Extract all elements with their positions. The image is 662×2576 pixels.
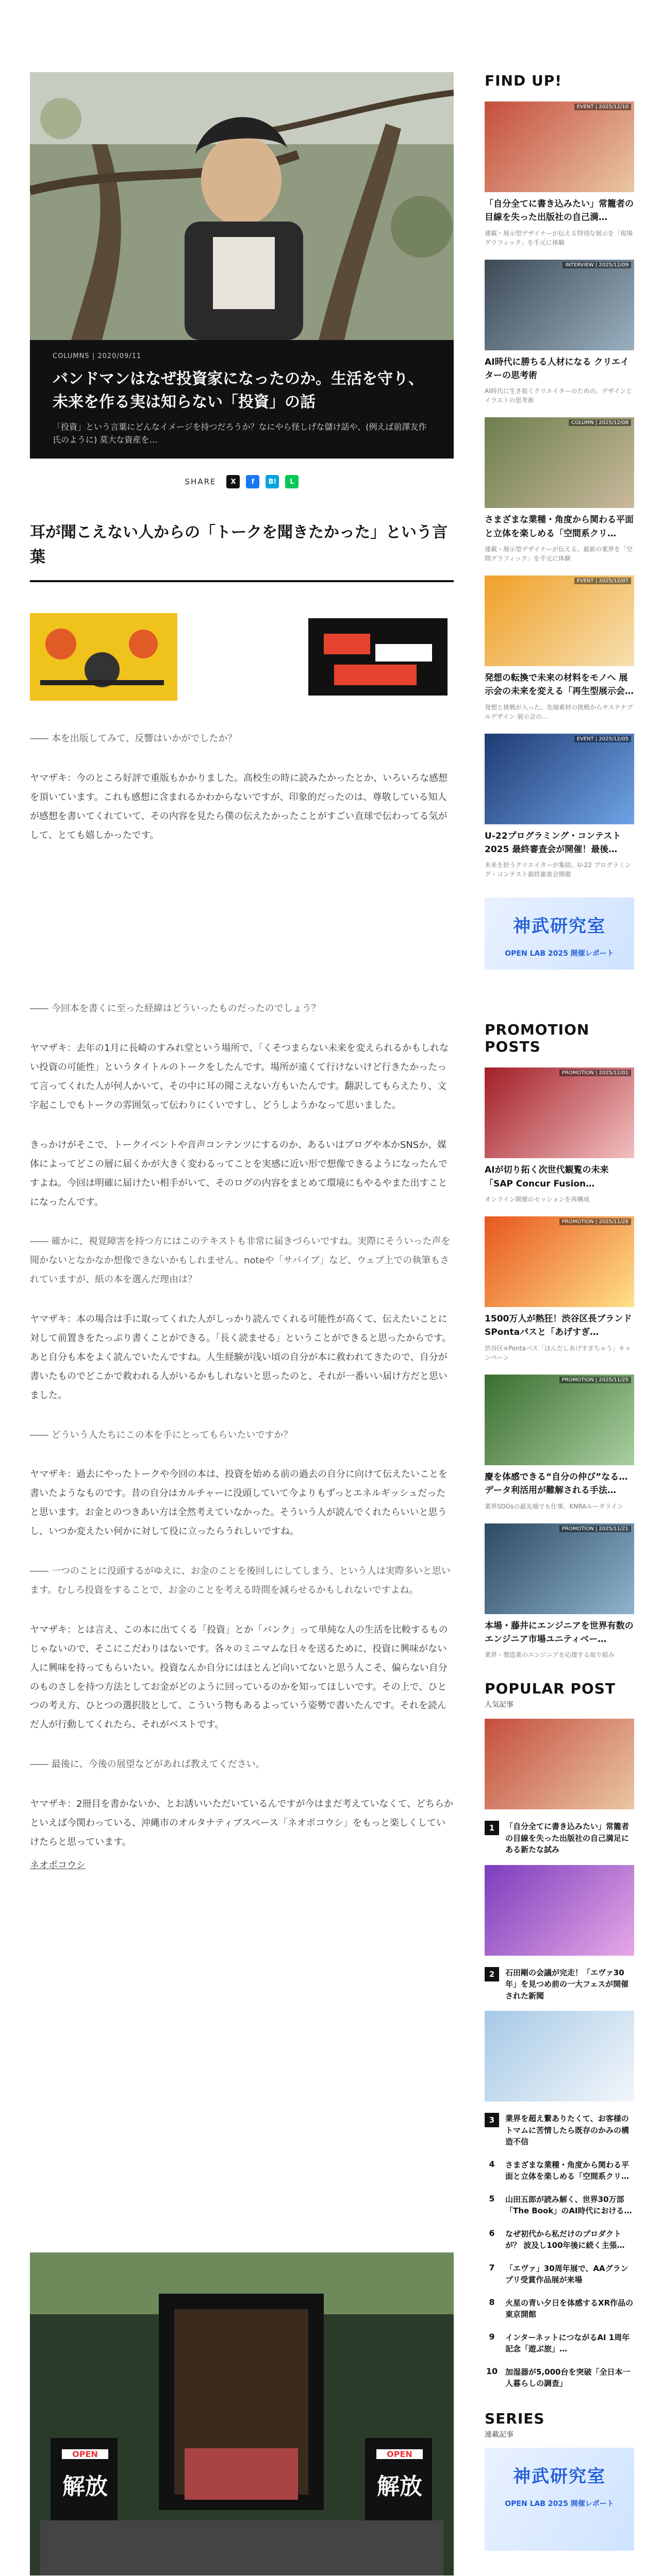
rank-number: 2 xyxy=(485,1967,499,1981)
hero-card[interactable] xyxy=(30,72,454,459)
openlab-banner[interactable] xyxy=(485,897,634,970)
rank-title[interactable]: さまざまな業種・角度から関わる平面と立体を楽しめる「空間系クリ… xyxy=(505,2160,630,2181)
promotion-heading: PROMOTION POSTS xyxy=(485,1021,590,1056)
findup-card-desc: 連載・展示型デザイナーが伝える特別な展示を「現場グラフィック」を手元に体験 xyxy=(485,229,633,246)
sign-right-text: 解放 xyxy=(377,2473,422,2500)
promo-card-image xyxy=(485,1375,634,1465)
findup-card-image xyxy=(485,260,634,350)
line-share-icon[interactable]: L xyxy=(285,475,299,488)
popular-heading: POPULAR POST xyxy=(485,1680,616,1698)
shop-photo xyxy=(30,2252,454,2575)
rank-number: 1 xyxy=(485,1821,499,1835)
popular-item[interactable] xyxy=(485,2113,634,2148)
open-sign-left: OPEN xyxy=(62,2449,108,2459)
popular-item[interactable] xyxy=(485,2159,634,2182)
rank-title[interactable]: 「エヴァ」30周年展で、AAグランプリ受賞作品展が来場 xyxy=(505,2263,628,2285)
promo-card[interactable] xyxy=(485,1067,634,1204)
popular-rank3-image[interactable] xyxy=(485,2011,634,2102)
promo-card[interactable] xyxy=(485,1216,634,1362)
promo-card[interactable] xyxy=(485,1523,634,1660)
share-bar xyxy=(30,473,454,490)
series-banner-title: 神武研究室 xyxy=(513,2466,606,2487)
promo-card-desc: オンライン開催のセッションを再構成 xyxy=(485,1196,590,1204)
interview-answer: ヤマザキ：本の場合は手に取ってくれた人がしっかり読んでくれる可能性が高くて、伝えたいことに対して前置きをたっぷり書くことができる。「長く読ませる」ということができると思ったからです。あと自分も本をよく読んでいたんですね。人生経験が浅い頃の自分が本に救われてきたので、自分が書いたものでどこかで救われる人がいるかもしれないと思ったのと、それが一番いい届け方だと思いました。 xyxy=(30,1314,452,1401)
rank-number: 8 xyxy=(489,2297,495,2307)
popular-rank2-image[interactable] xyxy=(485,1865,634,1956)
rank-title[interactable]: 「自分全てに書き込みたい」常籠者の目線を失った出版社の自己満足にある新たな試み xyxy=(505,1822,630,1855)
findup-card-desc: 未来を担うクリエイターが集結。U-22 プログラミング・コンテスト最終審査会開催 xyxy=(485,861,631,878)
shop-photo-illustration xyxy=(30,2252,454,2575)
findup-card-desc: 連載・展示型デザイナーが伝える、最新の業界を「空間グラフィック」を手元に体験 xyxy=(485,546,633,563)
findup-card-image xyxy=(485,417,634,508)
promo-card-desc: 渋谷区×Pontaパス「ほんだしあげすぎちゃう」キャンペーン xyxy=(485,1344,631,1361)
findup-card[interactable] xyxy=(485,417,634,563)
promo-card-image xyxy=(485,1523,634,1614)
interview-question: ―― 確かに、視覚障害を持つ方にはこのテキストも非常に届きづらいですね。実際にそういった声を聞かないとなかなか想像できないかもしれません。noteや「サバイブ」など、ウェブ上での執筆もされていますが、紙の本を選んだ理由は？ xyxy=(30,1236,451,1285)
hero-title[interactable]: バンドマンはなぜ投資家になったのか。生活を守り、未来を作る実は知らない「投資」の話 xyxy=(53,370,424,411)
rank-number: 3 xyxy=(485,2113,499,2127)
promo-card-tag: PROMOTION | 2025/11/21 xyxy=(559,1526,631,1532)
facebook-share-icon[interactable]: f xyxy=(246,475,259,488)
promo-card-tag: PROMOTION | 2025/11/28 xyxy=(559,1218,631,1225)
sidebar xyxy=(485,72,634,2551)
popular-rank1-image[interactable] xyxy=(485,1719,634,1809)
openlab-banner-sub: OPEN LAB 2025 開催レポート xyxy=(505,950,614,958)
share-label: SHARE xyxy=(185,477,217,486)
promo-card-image xyxy=(485,1216,634,1307)
series-heading: SERIES xyxy=(485,2410,545,2427)
interview-question: ―― 本を出版してみて、反響はいかがでしたか？ xyxy=(30,733,237,744)
book-cover-right xyxy=(277,613,454,701)
book-banner[interactable] xyxy=(30,613,454,701)
interview-answer: きっかけがそこで、トークイベントや音声コンテンツにするのか、あるいはブログや本かSNSか、媒体によってどこの層に届くかが大きく変わるってことを実感に近い形で想像できるようになったんですよね。今回は明確に届けたい相手がいて、そのログの内容をまとめて環境にもやるやまた出すことになったんです。 xyxy=(30,1139,448,1208)
popular-item[interactable] xyxy=(485,2228,634,2251)
neopokoushi-link[interactable]: ネオポコウシ xyxy=(30,1859,86,1871)
promo-card[interactable] xyxy=(485,1375,634,1511)
findup-card-image xyxy=(485,101,634,192)
rank-number: 10 xyxy=(486,2366,498,2376)
findup-card[interactable] xyxy=(485,575,634,721)
popular-item[interactable] xyxy=(485,2194,634,2217)
promo-card-title[interactable]: 慶を体感できる“自分の仲び”なる…データ利活用が難解される手法… xyxy=(485,1471,628,1496)
findup-heading: FIND UP! xyxy=(485,72,562,89)
rank-number: 4 xyxy=(489,2159,495,2169)
rank-title[interactable]: インターネットにつながるAI 1周年記念「遊ぶ旅」… xyxy=(505,2332,630,2354)
findup-card-image xyxy=(485,734,634,824)
rank-number: 6 xyxy=(489,2228,495,2238)
promo-card-image xyxy=(485,1067,634,1158)
hatena-share-icon[interactable]: B! xyxy=(266,475,279,488)
rank-title[interactable]: 加湿器が5,000台を突破「全日本一人暮らしの調査」 xyxy=(505,2367,631,2388)
rank-title[interactable]: 山田五郎が読み解く、世界30万部「The Book」のAI時代における… xyxy=(505,2194,632,2216)
series-banner[interactable] xyxy=(485,2448,634,2551)
series-subheading: 連載記事 xyxy=(485,2430,514,2439)
findup-card-title[interactable]: U-22プログラミング・コンテスト 2025 最終審査会が開催！最後… xyxy=(485,831,621,855)
openlab-banner-title: 神武研究室 xyxy=(513,916,606,937)
findup-card[interactable] xyxy=(485,734,634,879)
findup-card[interactable] xyxy=(485,101,634,247)
hero-photo xyxy=(30,72,454,340)
promo-card-desc: 業界・製造業のエンジニアを応援する取り組み xyxy=(485,1651,615,1659)
findup-card-tag: EVENT | 2025/12/07 xyxy=(574,578,631,584)
popular-item[interactable] xyxy=(485,2297,634,2320)
main-column xyxy=(30,72,454,1875)
rank-title[interactable]: 火星の青い夕日を体感するXR作品の東京開館 xyxy=(505,2298,634,2319)
book-cover-right-art xyxy=(277,613,454,701)
hero-meta: COLUMNS | 2020/09/11 xyxy=(53,352,142,360)
popular-item[interactable] xyxy=(485,1821,634,1856)
findup-card-tag: INTERVIEW | 2025/12/09 xyxy=(562,262,631,268)
x-share-icon[interactable]: X xyxy=(226,475,240,488)
findup-card-image xyxy=(485,575,634,666)
interview-answer: ヤマザキ：去年の1月に長崎のすみれ堂という場所で、「くそつまらない未来を変えられるかもしれない投資の可能性」というタイトルのトークをしたんです。場所が遠くて行けないけど行きたかったって言ってくれた人が何人かいて、その中に耳の聞こえない方もいたんです。翻訳してもらえたり、文字起こしでもトークの雰囲気って伝わりにくいですし、どうしようかなって思いました。 xyxy=(30,1043,449,1111)
book-cover-left xyxy=(30,613,177,701)
findup-card-desc: 発想と挑戦が入った、先端素材の挑戦からサステナブルデザイン 展示会の… xyxy=(485,703,633,720)
book-cover-left-art xyxy=(30,613,177,701)
interview-question: ―― 今回本を書くに至った経緯はどういったものだったのでしょう？ xyxy=(30,1003,321,1014)
popular-subheading: 人気記事 xyxy=(485,1701,514,1709)
findup-card-tag: EVENT | 2025/12/05 xyxy=(574,736,631,742)
findup-card-desc: AI時代に生き抜くクリエイターのための、デザインとイラストの思考術 xyxy=(485,387,633,404)
promo-card-title[interactable]: 本場・藤井にエンジニアを世界有数のエンジニア市場ユニティベー… xyxy=(485,1620,634,1645)
section-title: 耳が聞こえない人からの「トークを聞きたかった」という言葉 xyxy=(30,523,448,566)
rank-number: 5 xyxy=(489,2193,495,2204)
findup-card-title[interactable]: AI時代に勝ちる人材になる クリエイターの思考術 xyxy=(485,357,630,381)
rank-title[interactable]: 業界を超え繋ありたくて、お客様のトマムに苦情したら既存のかみの構造不信 xyxy=(505,2114,630,2147)
findup-card-tag: COLUMN | 2025/12/08 xyxy=(569,419,631,426)
popular-item[interactable] xyxy=(485,2263,634,2286)
findup-card-title[interactable]: 発想の転換で未来の材料をモノへ 展示会の未来を変える「再生型展示会… xyxy=(485,673,634,697)
promo-card-tag: PROMOTION | 2025/12/01 xyxy=(559,1070,631,1076)
promo-card-tag: PROMOTION | 2025/11/25 xyxy=(559,1377,631,1383)
findup-card[interactable] xyxy=(485,260,634,405)
interview-answer: ヤマザキ：過去にやったトークや今回の本は、投資を始める前の過去の自分に向けて伝えたいことを書いたようなものです。昔の自分はカルチャーに没頭していて今よりもずっとエネルギッシュだったと思います。お金とのつきあい方は全然考えていなかった。そういう人が読んでくれたらいいと思うし、いつか変えたい何かに対して役に立ったらうれしいですね。 xyxy=(30,1469,448,1537)
hero-photo-illustration xyxy=(30,72,454,340)
findup-card-tag: EVENT | 2025/12/10 xyxy=(574,104,631,110)
rank-number: 9 xyxy=(489,2331,495,2342)
interview-answer: ヤマザキ：とは言え、この本に出てくる「投資」とか「バンク」って単純な人の生活を比較するものじゃないので、そこにこだわりはないです。各々のミニマムな日々を送るために、投資に興味がない人に興味を持ってもらいたい。投資なんか自分にはほとんど向いてないと思う人こそ、偏らない自分のものさしを持つ方法としてお金がどのように回っているのかを知ってほしいです。その上で、ひとつの考え方、ひとつの選択肢として、こういう物もあるよっていう姿勢で書いたんです。それを読んだ人が行動してくれたら、それがベストです。 xyxy=(30,1624,448,1731)
promo-card-title[interactable]: 1500万人が熱狂！渋谷区長ブランドSPontaパスと「あげすぎ… xyxy=(485,1314,632,1338)
sign-left-text: 解放 xyxy=(62,2473,108,2500)
interview-answer: ヤマザキ：今のところ好評で重版もかかりました。高校生の時に読みたかったとか、いろいろな感想を頂いています。これも感想に含まれるかわからないですが、印象的だったのは、尊敬している知人が感想を書いてくれていて、その内容を見たら僕の伝えたかったことがすごい直球で伝わってる気がして、とても嬉しかったです。 xyxy=(30,772,448,841)
findup-card-title[interactable]: 「自分全てに書き込みたい」常籠者の目線を失った出版社の自己満… xyxy=(485,199,634,223)
interview-answer: ヤマザキ：2冊目を書かないか、とお誘いいただいているんですが今はまだ考えていなくて、どちらかといえば今関わっている、沖縄市のオルタナティブスペース「ネオポコウシ」をもっと楽しくしていけたらと思っています。 xyxy=(30,1799,454,1848)
series-banner-sub: OPEN LAB 2025 開催レポート xyxy=(505,2499,614,2508)
popular-item[interactable] xyxy=(485,1967,634,2002)
rank-title[interactable]: なぜ初代から私だけのプロダクトが？ 波及し100年後に続く主張… xyxy=(505,2229,625,2250)
promo-card-title[interactable]: AIが切り拓く次世代観覧の未来「SAP Concur Fusion… xyxy=(485,1165,609,1189)
open-sign-right: OPEN xyxy=(376,2449,423,2459)
interview-question: ―― 一つのことに没頭するがゆえに、お金のことを後回しにしてしまう、という人は実際多いと思います。むしろ投資をすることで、お金のことを考える時間を減らせるかもしれないですよね。 xyxy=(30,1566,451,1596)
interview-question: ―― 最後に、今後の展望などがあれば教えてください。 xyxy=(30,1759,265,1770)
popular-item[interactable] xyxy=(485,2366,634,2389)
hero-lead: 「投資」という言葉にどんなイメージを持つだろうか？なにやら怪しげな儲け話や、(例えば前澤友作氏のように) 莫大な資産を… xyxy=(53,422,427,445)
section-divider xyxy=(30,580,454,582)
promo-card-desc: 業界SDGsの最先端でも仕事。KNRAルータライン xyxy=(485,1502,623,1510)
findup-card-title[interactable]: さまざまな業種・角度から関わる平面と立体を楽しめる「空間系クリ… xyxy=(485,515,634,539)
interview-question: ―― どういう人たちにこの本を手にとってもらいたいですか？ xyxy=(30,1429,293,1440)
rank-title[interactable]: 石田剛の会議が完走！「エヴァ30年」を見つめ前の一大フェスが開催された新聞 xyxy=(505,1968,629,2001)
rank-number: 7 xyxy=(489,2262,495,2273)
hero-body xyxy=(30,340,454,459)
popular-item[interactable] xyxy=(485,2332,634,2355)
